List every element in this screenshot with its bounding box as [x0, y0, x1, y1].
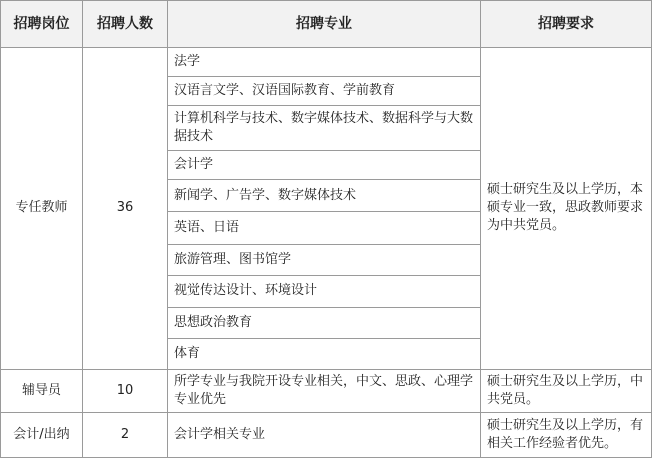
table-row — [1, 412, 652, 457]
counselor-count: 10 — [83, 369, 168, 412]
teacher-major-5: 新闻学、广告学、数字媒体技术 — [168, 180, 481, 212]
teacher-major-3: 计算机科学与技术、数字媒体技术、数据科学与大数据技术 — [168, 106, 481, 151]
counselor-requirement: 硕士研究生及以上学历，中共党员。 — [481, 369, 652, 412]
teacher-major-6: 英语、日语 — [168, 212, 481, 244]
counselor-position: 辅导员 — [1, 369, 83, 412]
counselor-major: 所学专业与我院开设专业相关，中文、思政、心理学专业优先 — [168, 369, 481, 412]
teacher-position: 专任教师 — [1, 48, 83, 370]
teacher-major-10: 体育 — [168, 338, 481, 369]
teacher-count: 36 — [83, 48, 168, 370]
teacher-major-4: 会计学 — [168, 151, 481, 180]
table-row — [1, 48, 652, 77]
teacher-major-1: 法学 — [168, 48, 481, 77]
table-row — [1, 369, 652, 412]
teacher-major-7: 旅游管理、图书馆学 — [168, 244, 481, 275]
accountant-major: 会计学相关专业 — [168, 412, 481, 457]
teacher-major-2: 汉语言文学、汉语国际教育、学前教育 — [168, 77, 481, 106]
header-position: 招聘岗位 — [1, 1, 83, 48]
header-row — [1, 1, 652, 48]
header-major: 招聘专业 — [168, 1, 481, 48]
header-count: 招聘人数 — [83, 1, 168, 48]
header-requirement: 招聘要求 — [481, 1, 652, 48]
teacher-requirement: 硕士研究生及以上学历，本硕专业一致，思政教师要求为中共党员。 — [481, 48, 652, 370]
teacher-major-9: 思想政治教育 — [168, 307, 481, 338]
accountant-position: 会计/出纳 — [1, 412, 83, 457]
teacher-major-8: 视觉传达设计、环境设计 — [168, 275, 481, 307]
accountant-count: 2 — [83, 412, 168, 457]
accountant-requirement: 硕士研究生及以上学历，有相关工作经验者优先。 — [481, 412, 652, 457]
